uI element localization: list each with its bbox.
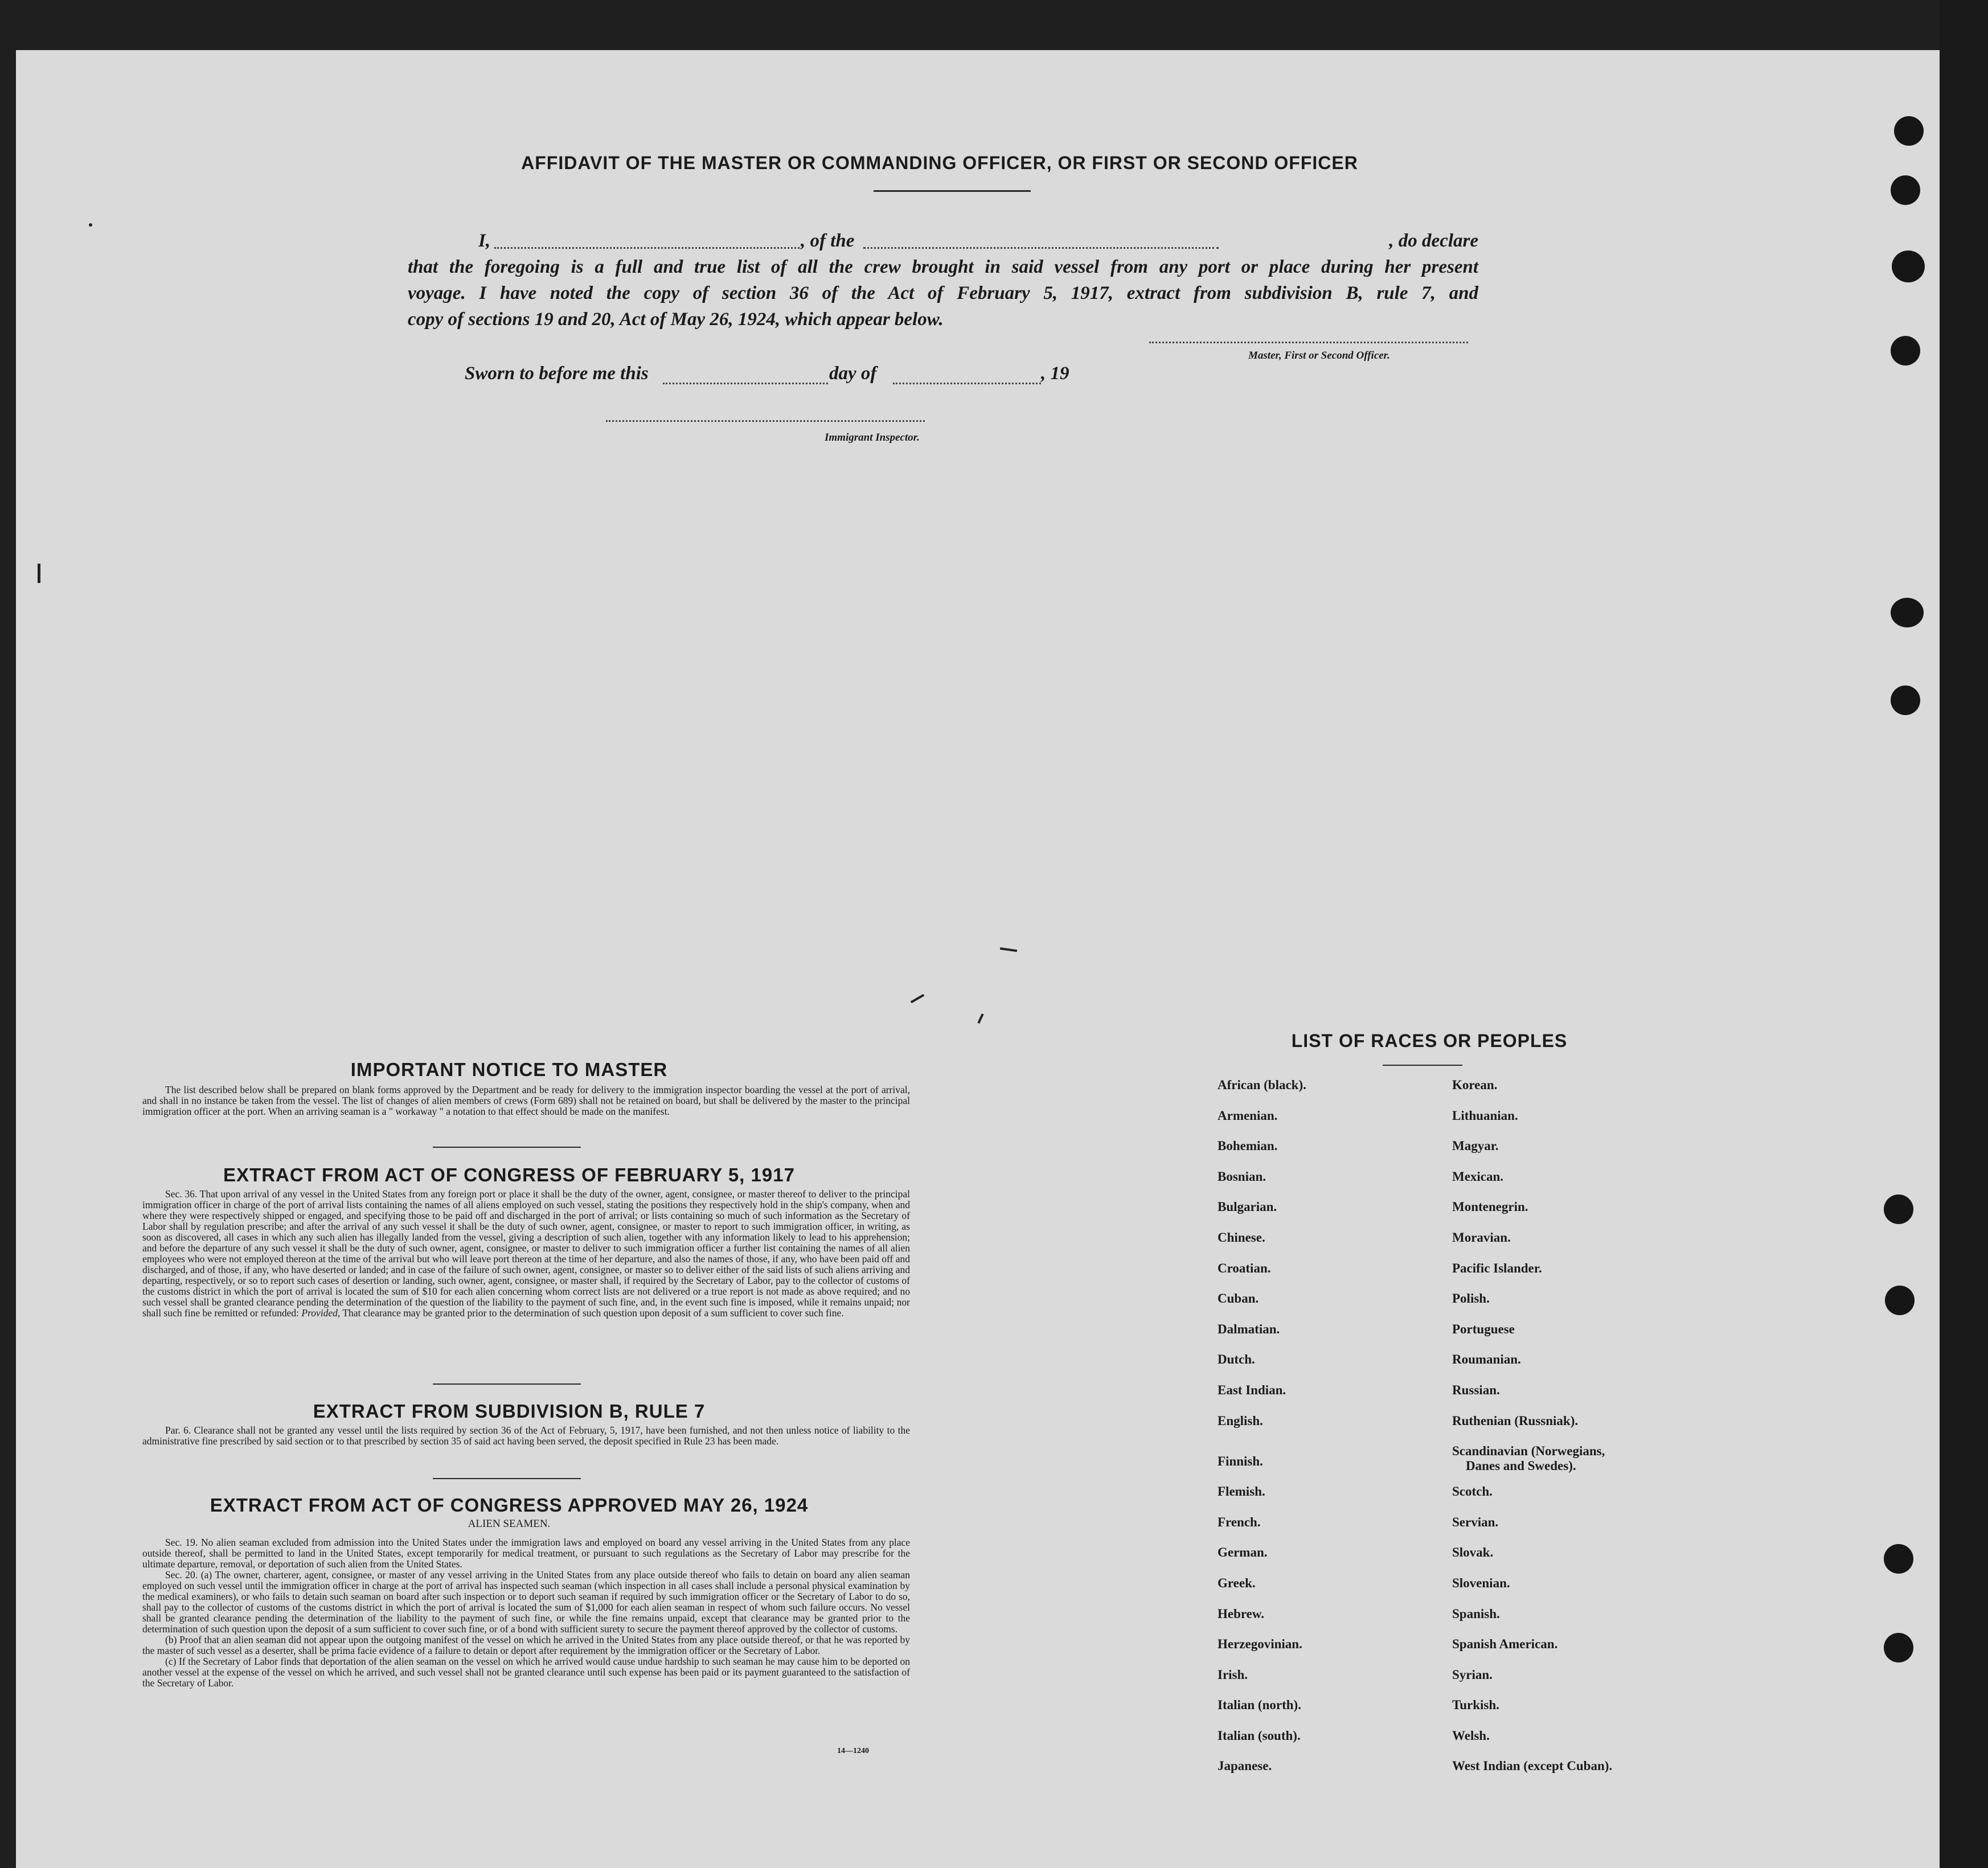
race-item: Hebrew. [1218,1606,1264,1621]
race-item: Dutch. [1218,1352,1255,1367]
day-of-text: day of [829,363,877,384]
extract-1917-title: EXTRACT FROM ACT OF CONGRESS OF FEBRUARY 5, 1917 [223,1164,795,1185]
race-item: Korean. [1452,1078,1498,1092]
extract-1917-body [142,1189,910,1319]
rule7-paragraph: Par. 6. Clearance shall not be granted any vessel until the lists required by section 36 of the Act of February, 5, 1917, have been furnished, and not then unless notice of liability to the administrative fine prescribed by said section or to that prescribed by section 35 of said act having been served, the deposit specified in Rule 23 has been made. [142,1424,910,1447]
race-item: Montenegrin. [1452,1200,1528,1214]
affidavit-declaration [408,228,1478,332]
punch-hole [1884,1544,1913,1574]
inspector-signature-field[interactable] [606,409,925,422]
declaration-line-3: voyage. I have noted the copy of section 36 of the Act of February 5, 1917, extract from subdivision B, rule 7, and [408,283,1478,303]
section-20b-paragraph: (b) Proof that an alien seaman did not appear upon the outgoing manifest of the vessel on which he arrived in the United States from any place outside thereof, or that he was reported by the master of such vessel as a deserter, shall be prima facie evidence of a failure to detain or deport after requirement by the immigration officer or the Secretary of Labor. [142,1634,910,1656]
section-rule [433,1147,581,1148]
section-20a-paragraph: Sec. 20. (a) The owner, charterer, agent, consignee, or master of any vessel arriving in the United States from any place outside thereof who fails to detain on board any alien seaman employed on such vessel until the immigration officer in charge at the port of arrival has inspected such seaman (which inspection in all cases shall include a personal physical examination by the medical examiners), or who fails to detain such seaman on board after such inspection or to deport such seaman if required by such immigration officer or the Secretary of Labor to do so, shall pay to the collector of customs of the customs district in which the port of arrival is located the sum of $1,000 for each alien seaman in respect of whom such failure occurs. No vessel shall be granted clearance pending the determination of the liability to the payment of such fine, or while the fine remains unpaid, except that clearance may be granted prior to the determination of such question upon the deposit of a sum sufficient to cover such fine, or of a bond with sufficient surety to secure the payment thereof approved by the collector of customs. [142,1569,910,1635]
sworn-text: Sworn to before me this [465,363,649,384]
declaration-line-1 [408,228,1478,254]
section-36-end: That clearance may be granted prior to the determination of such question upon deposit of a sum sufficient to cover such fine. [342,1307,844,1319]
race-item: Cuban. [1218,1291,1259,1306]
race-item: Servian. [1452,1514,1499,1529]
punch-hole [1891,175,1920,205]
notice-title: IMPORTANT NOTICE TO MASTER [350,1059,668,1080]
extract-1924-body [142,1537,910,1689]
races-title: LIST OF RACES OR PEOPLES [1291,1031,1568,1051]
section-36-label: Sec. 36. [165,1188,200,1200]
punch-hole [1884,1194,1913,1224]
race-item-text: Scandinavian (Norwegians, [1452,1444,1605,1459]
race-item: West Indian (except Cuban). [1452,1759,1613,1773]
signature-field[interactable] [1149,330,1468,343]
declarant-name-field[interactable] [494,236,800,249]
declaration-line-4: copy of sections 19 and 20, Act of May 26, 1924, which appear below. [408,309,944,330]
sworn-month-field[interactable] [893,371,1041,384]
notice-body [142,1085,910,1117]
race-item: Spanish American. [1452,1637,1558,1652]
race-item: Lithuanian. [1452,1108,1518,1123]
races-title-rule [1383,1065,1462,1066]
scan-mark [38,564,40,583]
race-item: English. [1218,1413,1263,1428]
race-item: Russian. [1452,1382,1500,1397]
race-item: Welsh. [1452,1728,1490,1743]
proviso-word: Provided, [301,1307,341,1319]
race-item: Ruthenian (Russniak). [1452,1413,1579,1428]
section-36-paragraph [142,1189,910,1319]
rule7-title: EXTRACT FROM SUBDIVISION B, RULE 7 [313,1401,706,1422]
punch-hole [1884,1633,1913,1662]
race-item-continued: Danes and Swedes). [1466,1459,1576,1473]
affidavit-title: AFFIDAVIT OF THE MASTER OR COMMANDING OFFICER, OR FIRST OR SECOND OFFICER [521,153,1358,173]
punch-hole [1885,1286,1915,1315]
race-item: Polish. [1452,1291,1490,1306]
sworn-day-field[interactable] [663,371,828,384]
section-rule [433,1478,581,1479]
declarant-prefix: I, [478,231,491,251]
race-item: Herzegovinian. [1218,1637,1302,1652]
race-item: Portuguese [1452,1321,1515,1336]
section-rule [433,1383,581,1385]
races-right-column [1452,1078,1612,1789]
race-item: Italian (north). [1218,1698,1301,1713]
section-20c-paragraph: (c) If the Secretary of Labor finds that deportation of the alien seaman on the vessel on which he arrived would cause undue hardship to such seaman he may cause him to be deported on another vessel at the expense of the vessel on which he arrived, and such vessel shall not be granted clearance until such expense has been paid or its payment guaranteed to the satisfaction of the Secretary of Labor. [142,1656,910,1689]
race-item: Italian (south). [1218,1728,1301,1743]
form-number: 14—1240 [837,1747,869,1755]
race-item: Irish. [1218,1667,1248,1682]
race-item-text: Finnish. [1218,1454,1263,1469]
race-item: French. [1218,1514,1261,1529]
race-item: Magyar. [1452,1139,1499,1153]
extract-1924-subtitle: ALIEN SEAMEN. [468,1518,551,1530]
race-item: Armenian. [1218,1108,1278,1123]
race-item: Spanish. [1452,1606,1500,1621]
notice-paragraph: The list described below shall be prepared on blank forms approved by the Department and be ready for delivery to the immigration inspector boarding the vessel at the port of arrival, and shall in no instance be taken from the vessel. The list of changes of alien members of crews (Form 689) shall not be retained on board, but shall be delivered by the master to the principal immigration officer at the port. When an arriving seaman is a " workaway " a notation to that effect should be made on the manifest. [142,1084,910,1117]
punch-hole [1894,116,1924,146]
race-item: Flemish. [1218,1484,1265,1499]
scan-speck [89,223,92,227]
section-36-text: That upon arrival of any vessel in the United States from any foreign port or place it shall be the duty of the owner, agent, consignee, or master thereof to deliver to the principal immigration officer in charge of the port of arrival lists containing the names of all aliens employed on such vessel, stating the positions they respectively hold in the ship's company, when and where they were respectively shipped or engaged, and specifying those to be paid off and discharged in the port of arrival; or lists containing so much of such information as the Secretary of Labor shall by regulation prescribe; and after the arrival of any such vessel it shall be the duty of such owner, agent, consignee, or master to report to such immigration officer, in writing, as soon as discovered, all cases in which any such alien has illegally landed from the vessel, giving a description of such alien, together with any information likely to lead to his apprehension; and before the departure of any such vessel it shall be the duty of such owner, agent, consignee, or master to deliver to such immigration officer a further list containing the names of all alien employees who were not employed thereon at the time of the arrival but who will leave port thereon at the time of her departure, and also the names of those, if any, who have been paid off and discharged, and of those, if any, who have deserted or landed; and in case of the failure of such owner, agent, consignee, or master so to deliver either of the said lists of such aliens arriving and departing, respectively, or so to report such cases of desertion or landing, such owner, agent, consignee, or master shall, if required by the Secretary of Labor, pay to the collector of customs of the customs district in which the port of arrival is located the sum of $10 for each alien concerning whom correct lists are not delivered or a true report is not made as above required; and no such vessel shall be granted clearance pending the determination of the question of the liability to the payment of such fine, and, in the event such fine is imposed, while it remains unpaid; nor shall such fine be remitted or refunded: [142,1188,910,1319]
race-item: Slovak. [1452,1545,1494,1560]
punch-hole [1891,598,1924,627]
signature-label: Master, First or Second Officer. [1248,350,1390,362]
race-item: Moravian. [1452,1230,1511,1245]
race-item: Chinese. [1218,1230,1265,1245]
rule7-body [142,1425,910,1447]
race-item: Bohemian. [1218,1139,1278,1153]
race-item: East Indian. [1218,1382,1286,1397]
vessel-name-field[interactable] [863,236,1219,249]
section-19-paragraph: Sec. 19. No alien seaman excluded from admission into the United States under the immigration laws and employed on board any vessel arriving in the United States from any place outside thereof, shall be permitted to land in the United States, except temporarily for medical treatment, or pursuant to such regulations as the Secretary of Labor may prescribe for the ultimate departure, removal, or deportation of such alien from the United States. [142,1537,910,1570]
title-rule [874,190,1031,192]
of-the-text: , of the [801,231,855,251]
inspector-label: Immigrant Inspector. [825,432,920,444]
race-item: Mexican. [1452,1169,1504,1184]
race-item: African (black). [1218,1078,1306,1092]
race-item: Greek. [1218,1575,1256,1590]
extract-1924-title: EXTRACT FROM ACT OF CONGRESS APPROVED MAY 26, 1924 [210,1495,809,1516]
race-item: Bosnian. [1218,1169,1266,1184]
race-item: Pacific Islander. [1452,1261,1542,1275]
race-item [1452,1444,1612,1484]
race-item: Slovenian. [1452,1575,1510,1590]
race-item: German. [1218,1545,1268,1560]
punch-hole [1891,685,1920,715]
race-item: Roumanian. [1452,1352,1521,1367]
declaration-line-2: that the foregoing is a full and true list of all the crew brought in said vessel from any port or place during her present [408,257,1478,277]
race-item: Croatian. [1218,1261,1271,1275]
race-item: Japanese. [1218,1759,1272,1773]
do-declare-text: , do declare [1389,231,1478,251]
race-item: Syrian. [1452,1667,1493,1682]
race-item: Bulgarian. [1218,1200,1277,1214]
race-item: Turkish. [1452,1698,1499,1713]
year-text: , 19 [1041,363,1069,384]
punch-hole [1891,336,1920,366]
punch-hole [1892,251,1925,282]
race-item: Dalmatian. [1218,1321,1280,1336]
races-left-column [1218,1078,1306,1789]
scan-edge [1940,0,1988,1868]
race-item [1218,1444,1306,1484]
race-item: Scotch. [1452,1484,1493,1499]
